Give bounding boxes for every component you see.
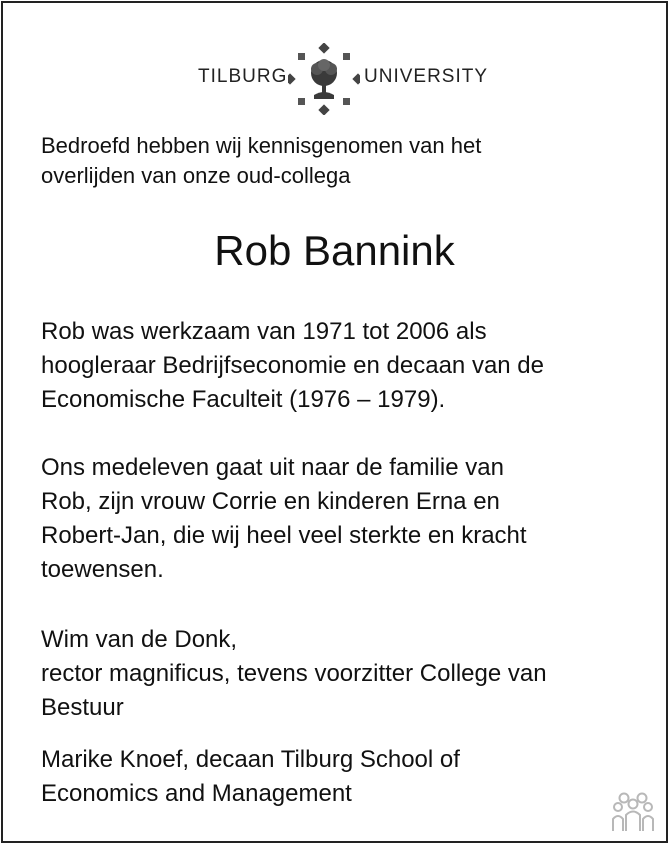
obituary-notice <box>1 1 668 843</box>
condolence-line: Ons medeleven gaat uit naar de familie van <box>41 454 504 481</box>
condolence-paragraph <box>41 451 641 587</box>
condolence-line: Robert-Jan, die wij heel veel sterkte en kracht <box>41 522 527 549</box>
signatory-rector <box>41 623 641 725</box>
signatory-line: Economics and Management <box>41 780 352 807</box>
signatory-line: Wim van de Donk, <box>41 626 238 653</box>
condolence-line: Rob, zijn vrouw Corrie en kinderen Erna en <box>41 488 500 515</box>
career-line: Economische Faculteit (1976 – 1979). <box>41 386 446 413</box>
career-line: hoogleraar Bedrijfseconomie en decaan van de <box>41 352 545 379</box>
signatory-dean <box>41 743 641 811</box>
signatory-line: Bestuur <box>41 694 124 721</box>
intro-line: Bedroefd hebben wij kennisgenomen van het <box>41 133 482 158</box>
logo-word-university: UNIVERSITY <box>364 66 489 87</box>
intro-line: overlijden van onze oud-collega <box>41 163 351 188</box>
signatory-line: Marike Knoef, decaan Tilburg School of <box>41 746 460 773</box>
university-emblem-icon <box>288 43 360 115</box>
condolence-line: toewensen. <box>41 556 164 583</box>
people-group-icon <box>610 789 656 835</box>
career-line: Rob was werkzaam van 1971 tot 2006 als <box>41 318 487 345</box>
tilburg-university-logo <box>198 43 488 115</box>
signatory-line: rector magnificus, tevens voorzitter College van <box>41 660 547 687</box>
career-paragraph <box>41 315 641 417</box>
deceased-name: Rob Bannink <box>214 227 455 274</box>
logo-word-tilburg: TILBURG <box>198 66 288 87</box>
intro-text <box>41 131 621 191</box>
